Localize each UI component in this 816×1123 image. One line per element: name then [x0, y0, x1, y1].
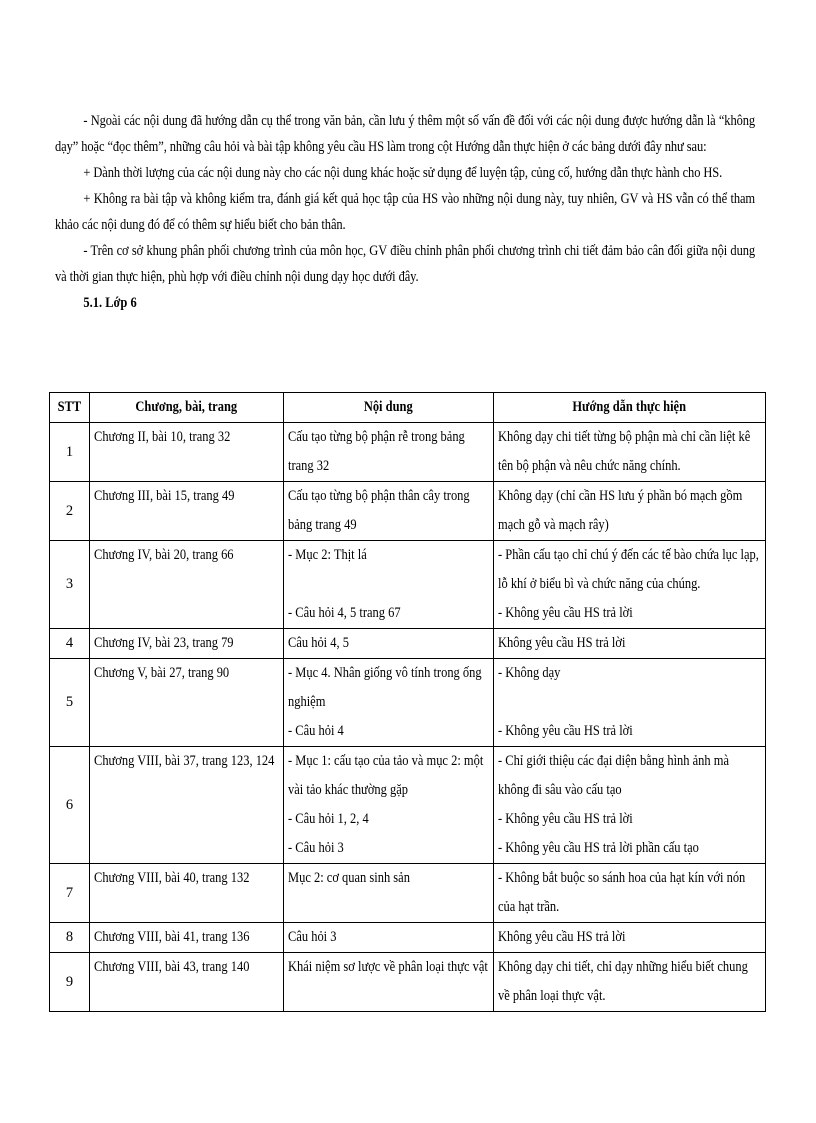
table-row — [50, 953, 766, 1012]
guide-line: Không dạy (chỉ cần HS lưu ý phần bó mạch gồm mạch gỗ và mạch rây) — [498, 488, 743, 533]
cell-chapter: Chương VIII, bài 41, trang 136 — [90, 923, 284, 953]
content-line: Cấu tạo từng bộ phận rễ trong bảng trang 32 — [288, 429, 465, 474]
guide-line: - Không dạy — [498, 665, 561, 681]
guide-line: - Không yêu cầu HS trả lời — [498, 811, 633, 827]
content-line: - Mục 1: cấu tạo của tảo và mục 2: một vài tảo khác thường gặp — [288, 753, 484, 798]
intro-text — [55, 108, 755, 316]
guide-line: Không yêu cầu HS trả lời — [498, 635, 626, 651]
table-row — [50, 423, 766, 482]
table-row — [50, 541, 766, 629]
guide-line: - Không yêu cầu HS trả lời — [498, 605, 633, 621]
cell-content — [284, 482, 494, 541]
section-heading: 5.1. Lớp 6 — [83, 295, 137, 311]
guide-line: Không dạy chi tiết, chỉ dạy những hiểu biết chung về phân loại thực vật. — [498, 959, 748, 1004]
cell-content — [284, 659, 494, 747]
cell-guide — [494, 864, 766, 923]
guide-line — [498, 688, 760, 717]
cell-guide — [494, 629, 766, 659]
header-content: Nội dung — [284, 393, 494, 423]
cell-chapter: Chương III, bài 15, trang 49 — [90, 482, 284, 541]
cell-guide — [494, 423, 766, 482]
cell-stt: 9 — [50, 953, 90, 1012]
cell-guide — [494, 747, 766, 864]
header-guide: Hướng dẫn thực hiện — [494, 393, 766, 423]
cell-guide — [494, 953, 766, 1012]
cell-stt: 6 — [50, 747, 90, 864]
content-line: Cấu tạo từng bộ phận thân cây trong bảng trang 49 — [288, 488, 470, 533]
cell-content — [284, 747, 494, 864]
cell-guide — [494, 659, 766, 747]
header-stt: STT — [50, 393, 90, 423]
cell-stt: 1 — [50, 423, 90, 482]
table-row — [50, 923, 766, 953]
cell-content — [284, 423, 494, 482]
cell-stt: 4 — [50, 629, 90, 659]
cell-chapter: Chương VIII, bài 40, trang 132 — [90, 864, 284, 923]
content-line: - Mục 2: Thịt lá — [288, 547, 367, 563]
table-row — [50, 482, 766, 541]
paragraph-2: + Dành thời lượng của các nội dung này cho các nội dung khác hoặc sử dụng để luyện tập, củng cố, hướng dẫn thực hành cho HS. — [83, 165, 723, 181]
cell-content — [284, 953, 494, 1012]
cell-chapter: Chương II, bài 10, trang 32 — [90, 423, 284, 482]
cell-chapter: Chương VIII, bài 43, trang 140 — [90, 953, 284, 1012]
table-body — [50, 423, 766, 1012]
guide-line: - Chỉ giới thiệu các đại diện bằng hình ảnh mà không đi sâu vào cấu tạo — [498, 753, 730, 798]
paragraph-1: - Ngoài các nội dung đã hướng dẫn cụ thể trong văn bản, cần lưu ý thêm một số vấn đề đối với các nội dung được hướng dẫn là “không dạy” hoặc “đọc thêm”, những câu hỏi và bài tập không yêu cầu HS làm trong cột Hướng dẫn thực hiện ở các bảng dưới đây như sau: — [55, 113, 756, 155]
cell-content — [284, 541, 494, 629]
cell-chapter: Chương IV, bài 20, trang 66 — [90, 541, 284, 629]
cell-stt: 3 — [50, 541, 90, 629]
content-line: - Câu hỏi 1, 2, 4 — [288, 811, 369, 827]
content-line: - Câu hỏi 3 — [288, 840, 344, 856]
guide-line: - Không yêu cầu HS trả lời — [498, 723, 633, 739]
content-line: - Câu hỏi 4 — [288, 723, 344, 739]
cell-stt: 7 — [50, 864, 90, 923]
content-line: - Mục 4. Nhân giống vô tính trong ống nghiệm — [288, 665, 482, 710]
cell-guide — [494, 923, 766, 953]
content-line: Khái niệm sơ lược về phân loại thực vật — [288, 959, 488, 975]
guide-line: Không yêu cầu HS trả lời — [498, 929, 626, 945]
table-row — [50, 747, 766, 864]
content-line — [288, 570, 489, 599]
cell-stt: 8 — [50, 923, 90, 953]
paragraph-3: + Không ra bài tập và không kiểm tra, đánh giá kết quả học tập của HS vào những nội dung này, tuy nhiên, GV và HS vẫn có thể tham khảo các nội dung đó để có thêm sự hiểu biết cho bản thân. — [55, 191, 756, 233]
cell-chapter: Chương V, bài 27, trang 90 — [90, 659, 284, 747]
paragraph-4: - Trên cơ sở khung phân phối chương trình của môn học, GV điều chỉnh phân phối chương trình chi tiết đảm bảo cân đối giữa nội dung và thời gian thực hiện, phù hợp với điều chỉnh nội dung dạy học dưới đây. — [55, 243, 756, 285]
adjustment-table — [49, 392, 766, 1012]
content-line: Câu hỏi 3 — [288, 929, 337, 945]
content-line: - Câu hỏi 4, 5 trang 67 — [288, 605, 401, 621]
header-chapter: Chương, bài, trang — [90, 393, 284, 423]
guide-line: - Không yêu cầu HS trả lời phần cấu tạo — [498, 840, 699, 856]
table-header-row — [50, 393, 766, 423]
table-row — [50, 864, 766, 923]
content-line: Câu hỏi 4, 5 — [288, 635, 349, 651]
cell-content — [284, 629, 494, 659]
cell-guide — [494, 541, 766, 629]
guide-line: - Không bắt buộc so sánh hoa của hạt kín với nón của hạt trần. — [498, 870, 746, 915]
cell-content — [284, 923, 494, 953]
table-row — [50, 629, 766, 659]
content-line: Mục 2: cơ quan sinh sản — [288, 870, 410, 886]
cell-guide — [494, 482, 766, 541]
cell-chapter: Chương IV, bài 23, trang 79 — [90, 629, 284, 659]
cell-chapter: Chương VIII, bài 37, trang 123, 124 — [90, 747, 284, 864]
cell-content — [284, 864, 494, 923]
cell-stt: 5 — [50, 659, 90, 747]
guide-line: Không dạy chi tiết từng bộ phận mà chỉ cần liệt kê tên bộ phận và nêu chức năng chính. — [498, 429, 751, 474]
cell-stt: 2 — [50, 482, 90, 541]
guide-line: - Phần cấu tạo chỉ chú ý đến các tế bào chứa lục lạp, lỗ khí ở biểu bì và chức năng của chúng. — [498, 547, 759, 592]
table-row — [50, 659, 766, 747]
